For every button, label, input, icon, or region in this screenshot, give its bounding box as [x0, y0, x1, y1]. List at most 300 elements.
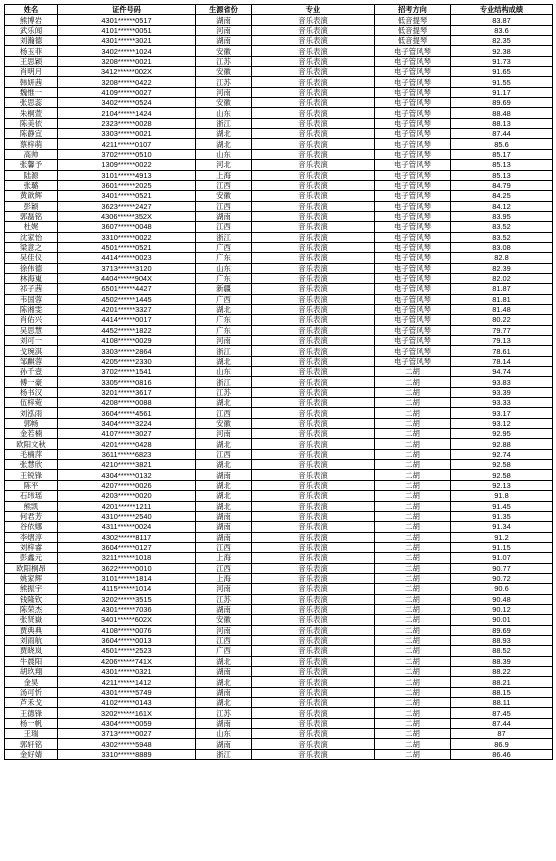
table-row [5, 729, 553, 739]
cell-score: 83.6 [451, 25, 553, 35]
cell-major: 音乐表演 [252, 387, 375, 397]
cell-direction: 二胡 [375, 729, 451, 739]
cell-major: 音乐表演 [252, 563, 375, 573]
cell-province: 江西 [196, 201, 252, 211]
cell-province: 广西 [196, 242, 252, 252]
cell-score: 91.55 [451, 77, 553, 87]
cell-id-number: 4210******3821 [58, 460, 196, 470]
header-row [5, 5, 553, 15]
cell-direction: 二胡 [375, 408, 451, 418]
cell-id-number: 3305******0816 [58, 377, 196, 387]
cell-direction: 电子管风琴 [375, 129, 451, 139]
cell-province: 河南 [196, 584, 252, 594]
cell-id-number: 3211******1018 [58, 553, 196, 563]
table-row [5, 170, 553, 180]
cell-major: 音乐表演 [252, 191, 375, 201]
table-row [5, 522, 553, 532]
cell-major: 音乐表演 [252, 398, 375, 408]
cell-name: 张慧欣 [5, 460, 58, 470]
cell-province: 江苏 [196, 387, 252, 397]
cell-score: 93.17 [451, 408, 553, 418]
cell-score: 91.34 [451, 522, 553, 532]
table-row [5, 242, 553, 252]
cell-major: 音乐表演 [252, 604, 375, 614]
cell-score: 88.13 [451, 118, 553, 128]
cell-score: 93.39 [451, 387, 553, 397]
cell-major: 音乐表演 [252, 408, 375, 418]
cell-province: 湖南 [196, 211, 252, 221]
cell-major: 音乐表演 [252, 615, 375, 625]
cell-name: 孙千壹 [5, 367, 58, 377]
cell-id-number: 4310******2540 [58, 511, 196, 521]
cell-name: 王思颖 [5, 56, 58, 66]
cell-score: 88.15 [451, 687, 553, 697]
cell-direction: 二胡 [375, 377, 451, 387]
cell-name: 韩妍茜 [5, 77, 58, 87]
cell-name: 戈琬淇 [5, 346, 58, 356]
cell-name: 陈平 [5, 480, 58, 490]
cell-name: 郭畅 [5, 418, 58, 428]
cell-province: 浙江 [196, 346, 252, 356]
cell-major: 音乐表演 [252, 129, 375, 139]
cell-id-number: 4301******5749 [58, 687, 196, 697]
cell-province: 河南 [196, 625, 252, 635]
cell-major: 音乐表演 [252, 687, 375, 697]
cell-score: 88.39 [451, 656, 553, 666]
cell-name: 欧阳桐昂 [5, 563, 58, 573]
cell-major: 音乐表演 [252, 180, 375, 190]
table-row [5, 129, 553, 139]
cell-score: 92.13 [451, 480, 553, 490]
table-row [5, 408, 553, 418]
cell-id-number: 4311******0024 [58, 522, 196, 532]
cell-province: 安徽 [196, 615, 252, 625]
cell-name: 胡玖翔 [5, 667, 58, 677]
table-row [5, 15, 553, 25]
cell-score: 89.69 [451, 625, 553, 635]
cell-id-number: 4201******1211 [58, 501, 196, 511]
cell-major: 音乐表演 [252, 522, 375, 532]
table-row [5, 656, 553, 666]
cell-name: 贾晓岚 [5, 646, 58, 656]
table-row [5, 98, 553, 108]
cell-direction: 二胡 [375, 677, 451, 687]
table-row [5, 346, 553, 356]
cell-major: 音乐表演 [252, 667, 375, 677]
cell-score: 91.65 [451, 67, 553, 77]
cell-direction: 电子管风琴 [375, 139, 451, 149]
table-row [5, 594, 553, 604]
cell-major: 音乐表演 [252, 480, 375, 490]
cell-name: 沈家怡 [5, 232, 58, 242]
cell-id-number: 4404******904X [58, 273, 196, 283]
cell-direction: 电子管风琴 [375, 242, 451, 252]
cell-direction: 二胡 [375, 480, 451, 490]
cell-id-number: 3404******3224 [58, 418, 196, 428]
cell-direction: 二胡 [375, 646, 451, 656]
cell-direction: 二胡 [375, 522, 451, 532]
table-row [5, 356, 553, 366]
table-row [5, 718, 553, 728]
cell-province: 湖南 [196, 15, 252, 25]
cell-direction: 电子管风琴 [375, 356, 451, 366]
cell-direction: 电子管风琴 [375, 325, 451, 335]
table-row [5, 294, 553, 304]
table-row [5, 273, 553, 283]
table-row [5, 367, 553, 377]
cell-province: 湖南 [196, 511, 252, 521]
cell-province: 山东 [196, 729, 252, 739]
cell-id-number: 4211******0107 [58, 139, 196, 149]
cell-major: 音乐表演 [252, 367, 375, 377]
table-row [5, 325, 553, 335]
cell-major: 音乐表演 [252, 377, 375, 387]
cell-id-number: 4502******1445 [58, 294, 196, 304]
cell-name: 杨书汉 [5, 387, 58, 397]
cell-direction: 电子管风琴 [375, 118, 451, 128]
table-row [5, 687, 553, 697]
cell-name: 熊博岩 [5, 15, 58, 25]
cell-score: 85.13 [451, 170, 553, 180]
cell-major: 音乐表演 [252, 325, 375, 335]
cell-major: 音乐表演 [252, 677, 375, 687]
cell-id-number: 4108******0076 [58, 625, 196, 635]
cell-id-number: 2104******1424 [58, 108, 196, 118]
cell-major: 音乐表演 [252, 460, 375, 470]
cell-major: 音乐表演 [252, 242, 375, 252]
cell-score: 85.6 [451, 139, 553, 149]
table-row [5, 635, 553, 645]
cell-province: 江西 [196, 408, 252, 418]
cell-name: 欧阳文秋 [5, 439, 58, 449]
cell-name: 梁意之 [5, 242, 58, 252]
cell-id-number: 3713******0027 [58, 729, 196, 739]
cell-major: 音乐表演 [252, 346, 375, 356]
cell-direction: 电子管风琴 [375, 222, 451, 232]
cell-major: 音乐表演 [252, 532, 375, 542]
cell-id-number: 6501******4427 [58, 284, 196, 294]
cell-major: 音乐表演 [252, 729, 375, 739]
cell-major: 音乐表演 [252, 294, 375, 304]
cell-province: 广东 [196, 325, 252, 335]
cell-direction: 二胡 [375, 470, 451, 480]
cell-id-number: 3208******0021 [58, 56, 196, 66]
cell-major: 音乐表演 [252, 708, 375, 718]
table-row [5, 677, 553, 687]
cell-name: 熊凯 [5, 501, 58, 511]
cell-id-number: 3101******1814 [58, 573, 196, 583]
cell-name: 王德锋 [5, 708, 58, 718]
cell-province: 湖北 [196, 356, 252, 366]
cell-direction: 二胡 [375, 439, 451, 449]
cell-score: 82.35 [451, 36, 553, 46]
cell-province: 江苏 [196, 594, 252, 604]
cell-score: 92.95 [451, 429, 553, 439]
cell-name: 杨玉菲 [5, 46, 58, 56]
cell-name: 金若楠 [5, 429, 58, 439]
cell-province: 湖南 [196, 532, 252, 542]
cell-major: 音乐表演 [252, 501, 375, 511]
table-row [5, 284, 553, 294]
cell-major: 音乐表演 [252, 739, 375, 749]
cell-id-number: 3310******0022 [58, 232, 196, 242]
cell-id-number: 3401******0521 [58, 191, 196, 201]
cell-province: 浙江 [196, 749, 252, 759]
cell-major: 音乐表演 [252, 77, 375, 87]
cell-name: 吴佳仪 [5, 253, 58, 263]
cell-id-number: 4301******0321 [58, 667, 196, 677]
cell-name: 朱桐萱 [5, 108, 58, 118]
cell-id-number: 4414******0017 [58, 315, 196, 325]
cell-id-number: 3310******8889 [58, 749, 196, 759]
cell-province: 河南 [196, 429, 252, 439]
cell-province: 上海 [196, 553, 252, 563]
table-row [5, 553, 553, 563]
cell-major: 音乐表演 [252, 36, 375, 46]
cell-major: 音乐表演 [252, 160, 375, 170]
cell-id-number: 4201******0428 [58, 439, 196, 449]
cell-province: 新疆 [196, 284, 252, 294]
cell-direction: 电子管风琴 [375, 180, 451, 190]
cell-direction: 电子管风琴 [375, 253, 451, 263]
table-row [5, 118, 553, 128]
score-table [4, 4, 553, 760]
cell-direction: 二胡 [375, 553, 451, 563]
cell-direction: 二胡 [375, 501, 451, 511]
cell-id-number: 1309******0022 [58, 160, 196, 170]
cell-direction: 二胡 [375, 718, 451, 728]
cell-direction: 电子管风琴 [375, 160, 451, 170]
table-row [5, 584, 553, 594]
column-header-province: 生源省份 [196, 5, 252, 15]
cell-direction: 二胡 [375, 511, 451, 521]
cell-major: 音乐表演 [252, 573, 375, 583]
table-row [5, 398, 553, 408]
cell-name: 杜娓 [5, 222, 58, 232]
cell-name: 高帅 [5, 149, 58, 159]
table-row [5, 46, 553, 56]
cell-score: 90.01 [451, 615, 553, 625]
cell-id-number: 3402******0524 [58, 98, 196, 108]
cell-score: 91.15 [451, 542, 553, 552]
cell-province: 安徽 [196, 191, 252, 201]
table-row [5, 460, 553, 470]
cell-province: 江西 [196, 563, 252, 573]
table-row [5, 698, 553, 708]
cell-score: 83.95 [451, 211, 553, 221]
table-row [5, 315, 553, 325]
cell-score: 88.21 [451, 677, 553, 687]
cell-name: 贾典典 [5, 625, 58, 635]
cell-id-number: 3604******4561 [58, 408, 196, 418]
table-row [5, 87, 553, 97]
table-row [5, 180, 553, 190]
cell-province: 湖北 [196, 398, 252, 408]
cell-id-number: 4206******741X [58, 656, 196, 666]
cell-id-number: 4414******0023 [58, 253, 196, 263]
cell-score: 91.8 [451, 491, 553, 501]
cell-direction: 二胡 [375, 594, 451, 604]
cell-name: 魏惟一 [5, 87, 58, 97]
table-row [5, 160, 553, 170]
cell-province: 河北 [196, 160, 252, 170]
cell-province: 浙江 [196, 118, 252, 128]
cell-province: 江西 [196, 449, 252, 459]
cell-direction: 电子管风琴 [375, 294, 451, 304]
table-row [5, 449, 553, 459]
cell-name: 汤可忻 [5, 687, 58, 697]
cell-province: 湖北 [196, 139, 252, 149]
cell-name: 郭轩铭 [5, 739, 58, 749]
cell-major: 音乐表演 [252, 284, 375, 294]
cell-id-number: 3702******0510 [58, 149, 196, 159]
cell-major: 音乐表演 [252, 170, 375, 180]
cell-score: 93.83 [451, 377, 553, 387]
cell-major: 音乐表演 [252, 418, 375, 428]
table-row [5, 77, 553, 87]
cell-id-number: 4201******3327 [58, 304, 196, 314]
cell-province: 湖南 [196, 36, 252, 46]
cell-province: 湖北 [196, 304, 252, 314]
cell-score: 91.35 [451, 511, 553, 521]
cell-major: 音乐表演 [252, 439, 375, 449]
cell-direction: 二胡 [375, 698, 451, 708]
cell-id-number: 4501******2523 [58, 646, 196, 656]
cell-score: 82.8 [451, 253, 553, 263]
table-row [5, 573, 553, 583]
cell-province: 湖北 [196, 677, 252, 687]
cell-score: 92.38 [451, 46, 553, 56]
cell-major: 音乐表演 [252, 149, 375, 159]
cell-direction: 电子管风琴 [375, 56, 451, 66]
cell-name: 蔡梓萌 [5, 139, 58, 149]
cell-direction: 二胡 [375, 449, 451, 459]
cell-province: 广东 [196, 253, 252, 263]
cell-id-number: 4304******0132 [58, 470, 196, 480]
cell-name: 刘泓雨 [5, 408, 58, 418]
cell-id-number: 2323******0028 [58, 118, 196, 128]
cell-province: 湖南 [196, 604, 252, 614]
cell-major: 音乐表演 [252, 139, 375, 149]
cell-name: 祁子茜 [5, 284, 58, 294]
cell-id-number: 3607******0048 [58, 222, 196, 232]
cell-score: 85.17 [451, 149, 553, 159]
cell-province: 河南 [196, 25, 252, 35]
cell-major: 音乐表演 [252, 635, 375, 645]
cell-major: 音乐表演 [252, 718, 375, 728]
cell-major: 音乐表演 [252, 118, 375, 128]
cell-id-number: 3604******0127 [58, 542, 196, 552]
cell-name: 毛楠萍 [5, 449, 58, 459]
cell-name: 张思蕊 [5, 98, 58, 108]
cell-name: 肖佑兴 [5, 315, 58, 325]
cell-direction: 二胡 [375, 418, 451, 428]
cell-direction: 电子管风琴 [375, 263, 451, 273]
cell-major: 音乐表演 [252, 315, 375, 325]
cell-id-number: 4115******1014 [58, 584, 196, 594]
cell-name: 金好婧 [5, 749, 58, 759]
cell-direction: 电子管风琴 [375, 232, 451, 242]
table-row [5, 201, 553, 211]
cell-score: 90.72 [451, 573, 553, 583]
cell-province: 安徽 [196, 418, 252, 428]
cell-name: 李熠淳 [5, 532, 58, 542]
cell-province: 山东 [196, 263, 252, 273]
cell-major: 音乐表演 [252, 253, 375, 263]
cell-score: 90.77 [451, 563, 553, 573]
cell-score: 92.88 [451, 439, 553, 449]
table-row [5, 429, 553, 439]
cell-id-number: 3601******2025 [58, 180, 196, 190]
cell-major: 音乐表演 [252, 336, 375, 346]
cell-name: 陈静宜 [5, 129, 58, 139]
cell-direction: 二胡 [375, 563, 451, 573]
cell-score: 84.12 [451, 201, 553, 211]
cell-province: 湖北 [196, 501, 252, 511]
cell-major: 音乐表演 [252, 304, 375, 314]
cell-score: 79.77 [451, 325, 553, 335]
cell-province: 河南 [196, 87, 252, 97]
cell-id-number: 4203******0020 [58, 491, 196, 501]
cell-id-number: 4102******0143 [58, 698, 196, 708]
cell-province: 湖北 [196, 439, 252, 449]
cell-id-number: 3622******0010 [58, 563, 196, 573]
cell-major: 音乐表演 [252, 15, 375, 25]
cell-major: 音乐表演 [252, 749, 375, 759]
cell-score: 84.25 [451, 191, 553, 201]
cell-direction: 二胡 [375, 367, 451, 377]
cell-direction: 电子管风琴 [375, 87, 451, 97]
cell-direction: 二胡 [375, 429, 451, 439]
cell-name: 肖明月 [5, 67, 58, 77]
cell-id-number: 4304******0059 [58, 718, 196, 728]
cell-province: 江西 [196, 635, 252, 645]
cell-score: 92.58 [451, 460, 553, 470]
cell-score: 91.07 [451, 553, 553, 563]
cell-id-number: 4208******0088 [58, 398, 196, 408]
cell-score: 88.48 [451, 108, 553, 118]
table-row [5, 232, 553, 242]
table-row [5, 708, 553, 718]
table-row [5, 511, 553, 521]
cell-id-number: 4302******5948 [58, 739, 196, 749]
cell-direction: 二胡 [375, 491, 451, 501]
cell-score: 91.17 [451, 87, 553, 97]
cell-score: 82.39 [451, 263, 553, 273]
cell-score: 92.74 [451, 449, 553, 459]
table-row [5, 501, 553, 511]
cell-direction: 电子管风琴 [375, 201, 451, 211]
cell-major: 音乐表演 [252, 625, 375, 635]
cell-score: 83.52 [451, 232, 553, 242]
cell-direction: 电子管风琴 [375, 77, 451, 87]
cell-name: 石玮瑶 [5, 491, 58, 501]
cell-direction: 二胡 [375, 739, 451, 749]
cell-province: 山东 [196, 108, 252, 118]
table-row [5, 336, 553, 346]
cell-province: 浙江 [196, 232, 252, 242]
cell-direction: 二胡 [375, 460, 451, 470]
cell-score: 81.48 [451, 304, 553, 314]
cell-major: 音乐表演 [252, 222, 375, 232]
cell-direction: 电子管风琴 [375, 108, 451, 118]
cell-direction: 二胡 [375, 604, 451, 614]
cell-score: 88.22 [451, 667, 553, 677]
table-row [5, 139, 553, 149]
table-row [5, 470, 553, 480]
table-row [5, 377, 553, 387]
cell-province: 安徽 [196, 67, 252, 77]
